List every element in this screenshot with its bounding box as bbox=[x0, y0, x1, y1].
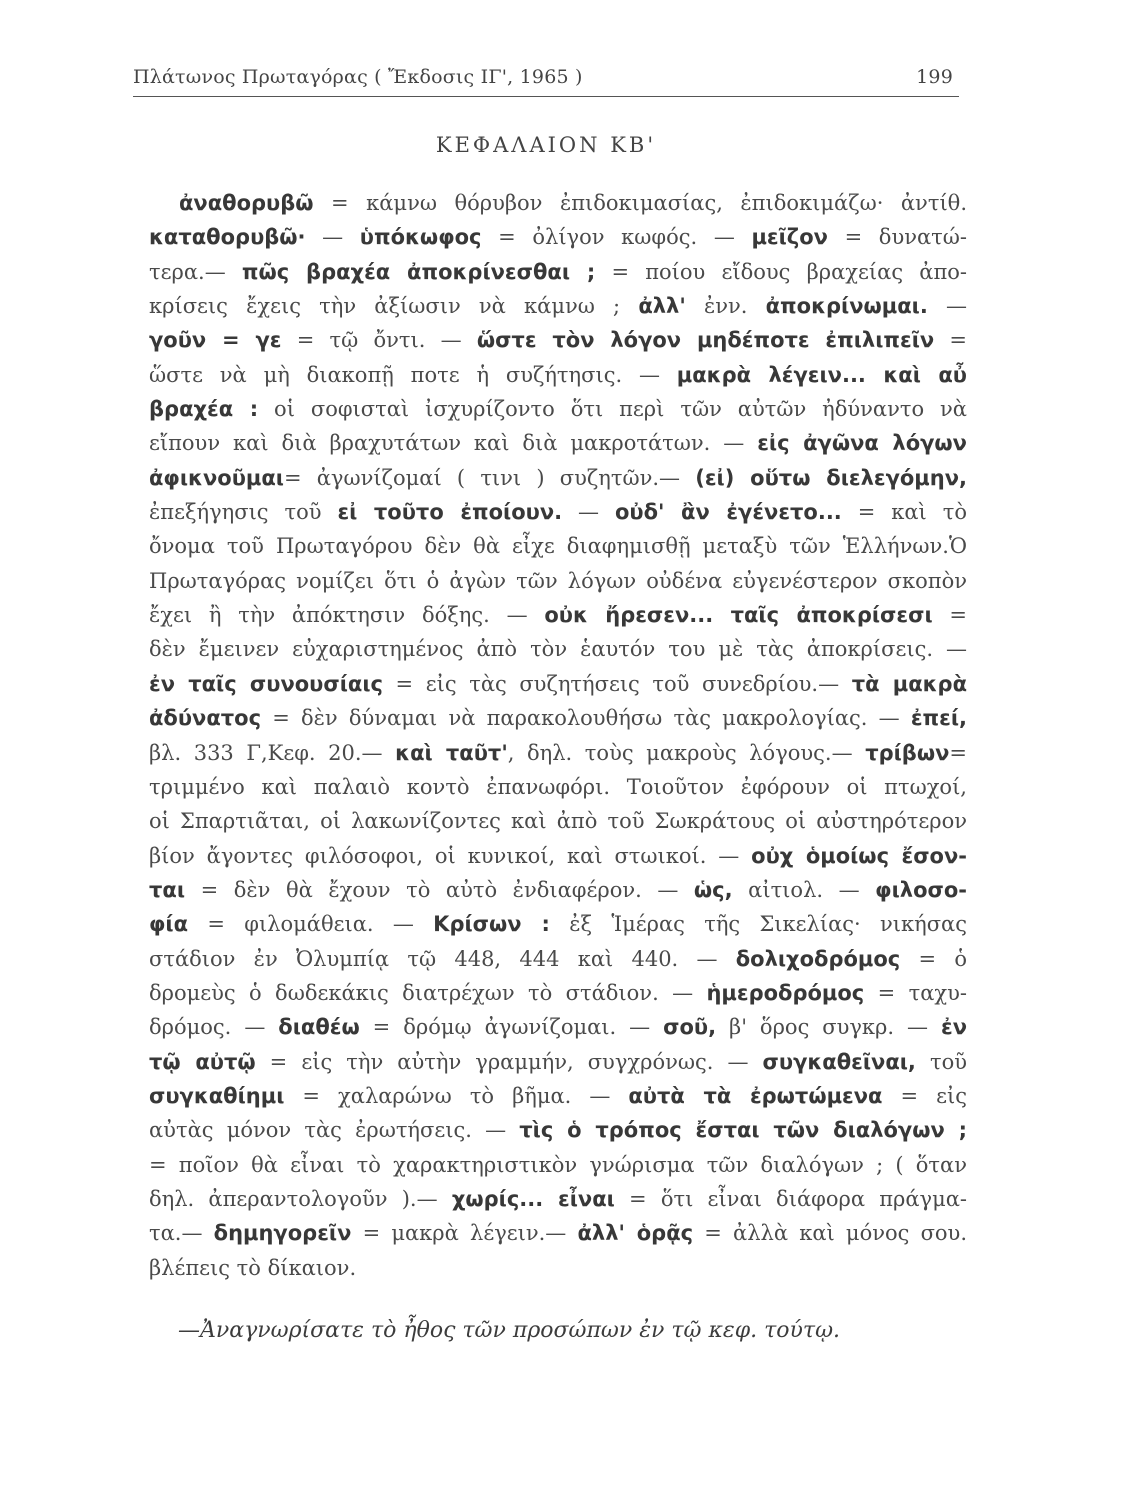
glossary-lemma: δημηγορεῖν bbox=[213, 1221, 352, 1246]
glossary-definition: = bbox=[932, 603, 967, 628]
exercise-instruction: —Ἀναγνωρίσατε τὸ ἦθος τῶν προσώπων ἐν τῷ κεφ. τούτῳ. bbox=[178, 1318, 841, 1343]
glossary-line bbox=[149, 701, 967, 735]
glossary-lemma: ὡς, bbox=[693, 877, 733, 902]
glossary-definition: = δὲν δύναμαι νὰ παρακολουθήσω τὰς μακρολογίας. — bbox=[261, 706, 911, 731]
glossary-line bbox=[149, 220, 967, 254]
glossary-line bbox=[149, 255, 967, 289]
glossary-line bbox=[149, 186, 967, 220]
glossary-definition: βλέπεις τὸ δίκαιον. bbox=[149, 1255, 357, 1280]
glossary-lemma: χωρίς... εἶναι bbox=[451, 1186, 615, 1211]
glossary-line bbox=[149, 529, 967, 563]
glossary-definition: , δηλ. τοὺς μακροὺς λόγους.— bbox=[507, 740, 866, 765]
glossary-lemma: ἀποκρίνωμαι. bbox=[765, 294, 928, 319]
glossary-line bbox=[149, 1113, 967, 1147]
glossary-definition: = δρόμῳ ἀγωνίζομαι. — bbox=[359, 1015, 664, 1040]
glossary-definition: = ὀλίγον κωφός. — bbox=[481, 225, 752, 250]
glossary-definition: = bbox=[949, 740, 967, 765]
glossary-definition: τερα.— bbox=[149, 259, 242, 284]
glossary-definition: = μακρὰ λέγειν.— bbox=[351, 1221, 578, 1246]
glossary-lemma: μακρὰ λέγειν... καὶ αὖ bbox=[676, 362, 967, 387]
running-header bbox=[133, 66, 959, 97]
glossary-line bbox=[149, 323, 967, 357]
glossary-definition: αἰτιολ. — bbox=[732, 877, 876, 902]
glossary-lemma: βραχέα : bbox=[149, 397, 259, 422]
glossary-lemma: ἀναθορυβῶ bbox=[179, 191, 314, 215]
glossary-definition: = εἰς τὰς συζητήσεις τοῦ συνεδρίου.— bbox=[382, 671, 852, 696]
glossary-definition: = τῷ ὄντι. — bbox=[281, 328, 477, 353]
glossary-line bbox=[149, 495, 967, 529]
glossary-line bbox=[149, 426, 967, 460]
glossary-line bbox=[149, 632, 967, 666]
glossary-lemma: φία bbox=[149, 912, 189, 937]
glossary-line bbox=[149, 907, 967, 941]
glossary-definition: δρόμος. — bbox=[149, 1015, 279, 1040]
glossary-lemma: τρίβων bbox=[865, 740, 950, 765]
glossary-line bbox=[149, 1216, 967, 1250]
glossary-lemma: φιλοσο- bbox=[875, 877, 967, 902]
glossary-line bbox=[149, 1182, 967, 1216]
glossary-definition: = καὶ τὸ bbox=[841, 500, 967, 525]
glossary-lemma: ται bbox=[149, 877, 186, 902]
glossary-lemma: ὑπόκωφος bbox=[359, 225, 482, 250]
glossary-lemma: (εἰ) οὕτω διελεγόμην, bbox=[695, 465, 967, 490]
glossary-lemma: οὐκ ἤρεσεν... ταῖς ἀποκρίσεσι bbox=[544, 603, 933, 628]
glossary-lemma: σοῦ, bbox=[663, 1015, 717, 1040]
glossary-line bbox=[149, 1010, 967, 1044]
glossary-definition: = δὲν θὰ ἔχουν τὸ αὐτὸ ἐνδιαφέρον. — bbox=[185, 877, 694, 902]
glossary-lemma: ἀφικνοῦμαι bbox=[149, 465, 284, 490]
glossary-definition: — bbox=[305, 225, 360, 250]
glossary-definition: = εἰς bbox=[882, 1083, 967, 1108]
glossary-definition: κρίσεις ἔχεις τὴν ἀξίωσιν νὰ κάμνω ; bbox=[149, 294, 639, 319]
glossary-line bbox=[149, 736, 967, 770]
glossary-line bbox=[149, 804, 967, 838]
glossary-definition: ἐπεξήγησις τοῦ bbox=[149, 500, 338, 525]
glossary-definition: δηλ. ἀπεραντολογοῦν ).— bbox=[149, 1186, 452, 1211]
glossary-definition: = ὅτι εἶναι διάφορα πράγμα- bbox=[614, 1186, 967, 1211]
glossary-definition: = εἰς τὴν αὐτὴν γραμμήν, συγχρόνως. — bbox=[255, 1049, 763, 1074]
glossary-definition: τριμμένο καὶ παλαιὸ κοντὸ ἐπανωφόρι. Τοιοῦτον ἐφόρουν οἱ πτωχοί, bbox=[149, 774, 967, 799]
glossary-definition: ὥστε νὰ μὴ διακοπῇ ποτε ἡ συζήτησις. — bbox=[149, 362, 677, 387]
glossary-definition: στάδιον ἐν Ὀλυμπίᾳ τῷ 448, 444 καὶ 440. — bbox=[149, 946, 736, 971]
glossary-lemma: ἀλλ' ὁρᾷς bbox=[577, 1221, 694, 1246]
glossary-line bbox=[149, 564, 967, 598]
glossary-definition: βίον ἄγοντες φιλόσοφοι, οἱ κυνικοί, καὶ στωικοί. — bbox=[149, 843, 752, 868]
glossary-line bbox=[149, 667, 967, 701]
glossary-definition: εἴπουν καὶ διὰ βραχυτάτων καὶ διὰ μακροτάτων. — bbox=[149, 431, 758, 456]
glossary-definition: β' ὅρος συγκρ. — bbox=[716, 1015, 942, 1040]
chapter-heading: ΚΕΦΑΛΑΙΟΝ ΚΒ' bbox=[435, 133, 657, 157]
glossary-lemma: καταθορυβῶ· bbox=[149, 225, 306, 250]
glossary-lemma: οὐδ' ἂν ἐγένετο... bbox=[615, 500, 842, 525]
glossary-definition: = φιλομάθεια. — bbox=[188, 912, 434, 937]
glossary-definition: ἐξ Ἱμέρας τῆς Σικελίας· νικήσας bbox=[549, 912, 967, 937]
glossary-definition: = bbox=[934, 328, 967, 353]
glossary-lemma: ἡμεροδρόμος bbox=[706, 980, 865, 1005]
glossary-line bbox=[149, 839, 967, 873]
glossary-definition: = δυνατώ- bbox=[827, 225, 967, 250]
running-title: Πλάτωνος Πρωταγόρας ( Ἔκδοσις ΙΓ', 1965 ) bbox=[133, 66, 583, 88]
glossary-line bbox=[149, 1251, 967, 1285]
glossary-definition: οἱ Σπαρτιᾶται, οἱ λακωνίζοντες καὶ ἀπὸ τοῦ Σωκράτους οἱ αὐστηρότερον bbox=[149, 809, 967, 834]
glossary-definition: = κάμνω θόρυβον ἐπιδοκιμασίας, ἐπιδοκιμάζω· ἀντίθ. bbox=[313, 191, 967, 215]
glossary-line bbox=[149, 358, 967, 392]
glossary-lemma: καὶ ταῦτ' bbox=[395, 740, 508, 765]
glossary-lemma: πῶς βραχέα ἀποκρίνεσθαι ; bbox=[241, 259, 596, 284]
glossary-definition: = ἀλλὰ καὶ μόνος σου. bbox=[693, 1221, 967, 1246]
glossary-lemma: ὥστε τὸν λόγον μηδέποτε ἐπιλιπεῖν bbox=[476, 328, 935, 353]
glossary-line bbox=[149, 976, 967, 1010]
glossary-definition: τοῦ bbox=[915, 1049, 967, 1074]
glossary-definition: = ἀγωνίζομαί ( τινι ) συζητῶν.— bbox=[283, 465, 696, 490]
page-number: 199 bbox=[916, 66, 953, 88]
glossary-definition: — bbox=[562, 500, 615, 525]
glossary-line bbox=[149, 1148, 967, 1182]
glossary-lemma: αὐτὰ τὰ ἐρωτώμενα bbox=[628, 1083, 883, 1108]
glossary-lemma: γοῦν = γε bbox=[149, 328, 282, 353]
glossary-lemma: τὰ μακρὰ bbox=[851, 671, 967, 696]
glossary-definition: = χαλαρώνω τὸ βῆμα. — bbox=[284, 1083, 629, 1108]
glossary-lemma: ἐν bbox=[941, 1015, 967, 1040]
glossary-definition: αὐτὰς μόνον τὰς ἐρωτήσεις. — bbox=[149, 1118, 520, 1143]
glossary-lemma: ἀλλ' bbox=[638, 294, 686, 319]
glossary-line bbox=[149, 1079, 967, 1113]
glossary-lemma: εἰς ἀγῶνα λόγων bbox=[757, 431, 967, 456]
glossary-definition: ὄνομα τοῦ Πρωταγόρου δὲν θὰ εἶχε διαφημισθῇ μεταξὺ τῶν Ἑλλήνων.Ὁ bbox=[149, 534, 967, 559]
glossary-line bbox=[149, 392, 967, 426]
glossary-lemma: συγκαθίημι bbox=[149, 1083, 285, 1108]
glossary-definition: βλ. 333 Γ,Κεφ. 20.— bbox=[149, 740, 396, 765]
glossary-lemma: Κρίσων : bbox=[433, 912, 550, 937]
glossary-lemma: δολιχοδρόμος bbox=[735, 946, 901, 971]
glossary-lemma: τὶς ὁ τρόπος ἔσται τῶν διαλόγων ; bbox=[519, 1118, 967, 1143]
glossary-line bbox=[149, 1045, 967, 1079]
glossary-definition: ἔχει ἢ τὴν ἀπόκτησιν δόξης. — bbox=[149, 603, 545, 628]
glossary-definition: = ποῖον θὰ εἶναι τὸ χαρακτηριστικὸν γνώρισμα τῶν διαλόγων ; ( ὅταν bbox=[149, 1152, 967, 1177]
glossary-definition: Πρωταγόρας νομίζει ὅτι ὁ ἀγὼν τῶν λόγων οὐδένα εὐγενέστερον σκοπὸν bbox=[149, 568, 967, 593]
glossary-definition: — bbox=[927, 294, 967, 319]
glossary-line bbox=[149, 598, 967, 632]
glossary-line bbox=[149, 873, 967, 907]
glossary-lemma: ἀδύνατος bbox=[149, 706, 262, 731]
glossary-definition: δρομεὺς ὁ δωδεκάκις διατρέχων τὸ στάδιον. — bbox=[149, 980, 707, 1005]
glossary-definition: = ποίου εἴδους βραχείας ἀπο- bbox=[595, 259, 967, 284]
glossary-definition: = ταχυ- bbox=[864, 980, 967, 1005]
glossary-lemma: μεῖζον bbox=[751, 225, 828, 250]
glossary-line bbox=[149, 289, 967, 323]
glossary-definition: οἱ σοφισταὶ ἰσχυρίζοντο ὅτι περὶ τῶν αὐτῶν ἠδύναντο νὰ bbox=[258, 397, 967, 422]
glossary-definition: = ὁ bbox=[900, 946, 967, 971]
glossary-line bbox=[149, 770, 967, 804]
glossary-lemma: οὐχ ὁμοίως ἔσον- bbox=[751, 843, 967, 868]
glossary-lemma: ἐν ταῖς συνουσίαις bbox=[149, 671, 383, 696]
glossary-lemma: εἰ τοῦτο ἐποίουν. bbox=[337, 500, 563, 525]
glossary-lemma: διαθέω bbox=[278, 1015, 360, 1040]
glossary-lemma: ἐπεί, bbox=[910, 706, 967, 731]
glossary-line bbox=[149, 942, 967, 976]
glossary-definition: ἐνν. bbox=[685, 294, 766, 319]
glossary-text bbox=[149, 186, 967, 1285]
glossary-lemma: συγκαθεῖναι, bbox=[762, 1049, 916, 1074]
glossary-line bbox=[149, 461, 967, 495]
glossary-lemma: τῷ αὐτῷ bbox=[149, 1049, 256, 1074]
glossary-definition: δὲν ἔμεινεν εὐχαριστημένος ἀπὸ τὸν ἑαυτόν του μὲ τὰς ἀποκρίσεις. — bbox=[149, 637, 967, 662]
glossary-definition: τα.— bbox=[149, 1221, 214, 1246]
